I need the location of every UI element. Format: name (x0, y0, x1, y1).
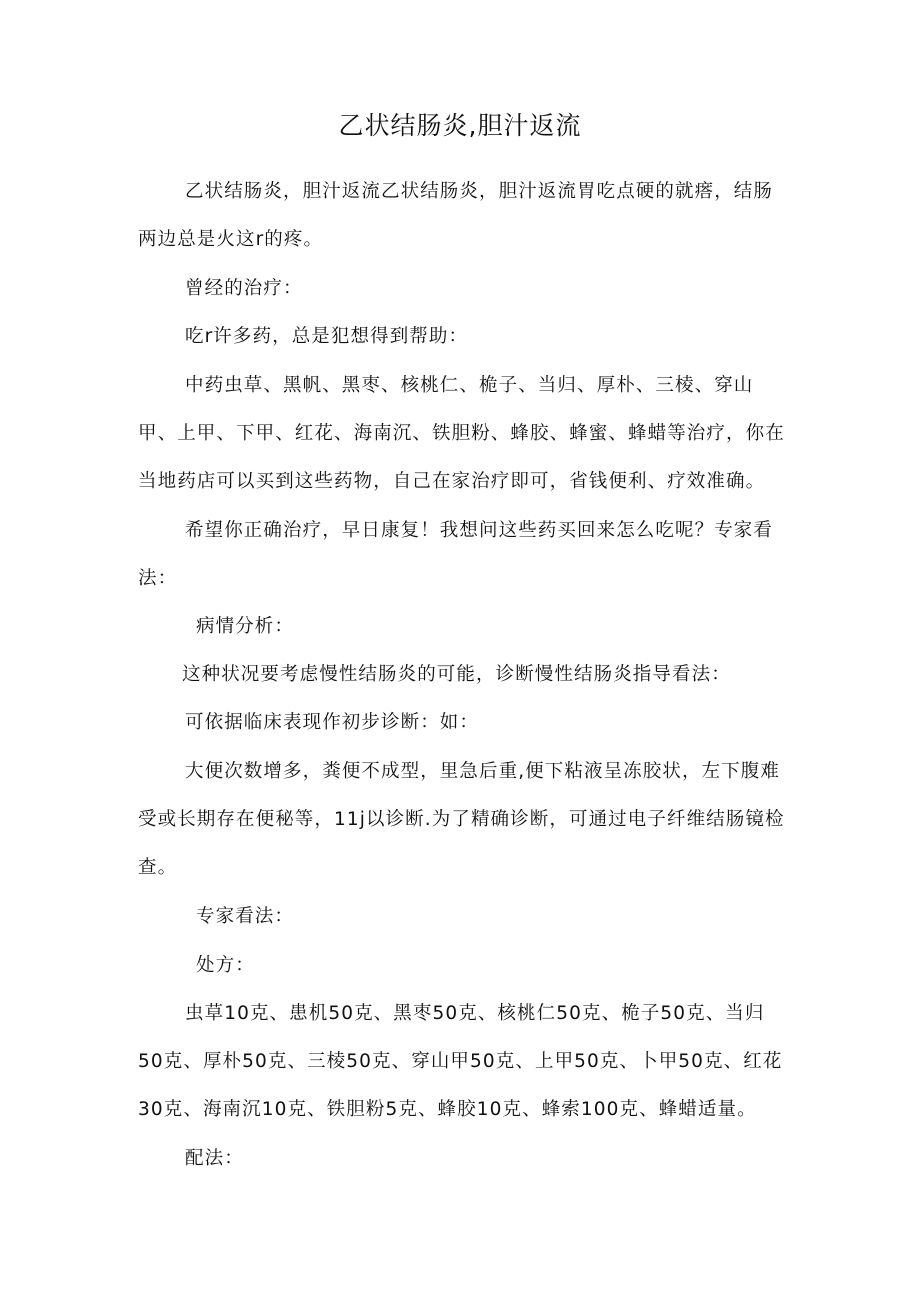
paragraph-diagnosis-consideration: 这种状况要考虑慢性结肠炎的可能，诊断慢性结肠炎指导看法： (182, 664, 731, 685)
paragraph-previous-treatment-heading: 曾经的治疗： (185, 278, 303, 299)
paragraph-symptoms: 乙状结肠炎，胆汁返流乙状结肠炎，胆汁返流胃吃点硬的就瘩，结肠两边总是火这r的疼。 (138, 181, 774, 250)
paragraph-prescription-heading: 处方： (196, 955, 255, 976)
paragraph-prescription-list: 虫草10克、患机50克、黑枣50克、核桃仁50克、桅子50克、当归50克、厚朴50克、三棱50克、穿山甲50克、上甲50克、卜甲50克、红花30克、海南沉10克、铁胆粉5克、蜂胶10克、蜂索100克、蜂蜡适量。 (138, 1003, 783, 1120)
document-title: 乙状结肠炎,胆汁返流 (338, 111, 582, 140)
paragraph-analysis-heading: 病情分析： (196, 616, 295, 637)
paragraph-preliminary-diagnosis: 可依据临床表现作初步诊断：如： (185, 712, 480, 733)
paragraph-expert-opinion-heading: 专家看法： (196, 906, 295, 927)
paragraph-medication-note: 吃r许多药，总是犯想得到帮助： (185, 326, 469, 347)
paragraph-clinical-signs: 大便次数增多，粪便不成型，里急后重,便下粘液呈冻胶状，左下腹难受或长期存在便秘等，11j以诊断.为了精确诊断，可通过电子纤维结肠镜检查。 (138, 761, 785, 878)
paragraph-question: 希望你正确治疗，早日康复！我想问这些药买回来怎么吃呢？专家看法： (138, 520, 774, 589)
paragraph-herbal-list: 中药虫草、黑帆、黑枣、核桃仁、桅子、当归、厚朴、三棱、穿山甲、上甲、下甲、红花、海南沉、铁胆粉、蜂胶、蜂蜜、蜂蜡等治疗，你在当地药店可以买到这些药物，自己在家治疗即可，省钱便利、疗效准确。 (138, 375, 785, 492)
paragraph-preparation-heading: 配法： (185, 1148, 244, 1169)
